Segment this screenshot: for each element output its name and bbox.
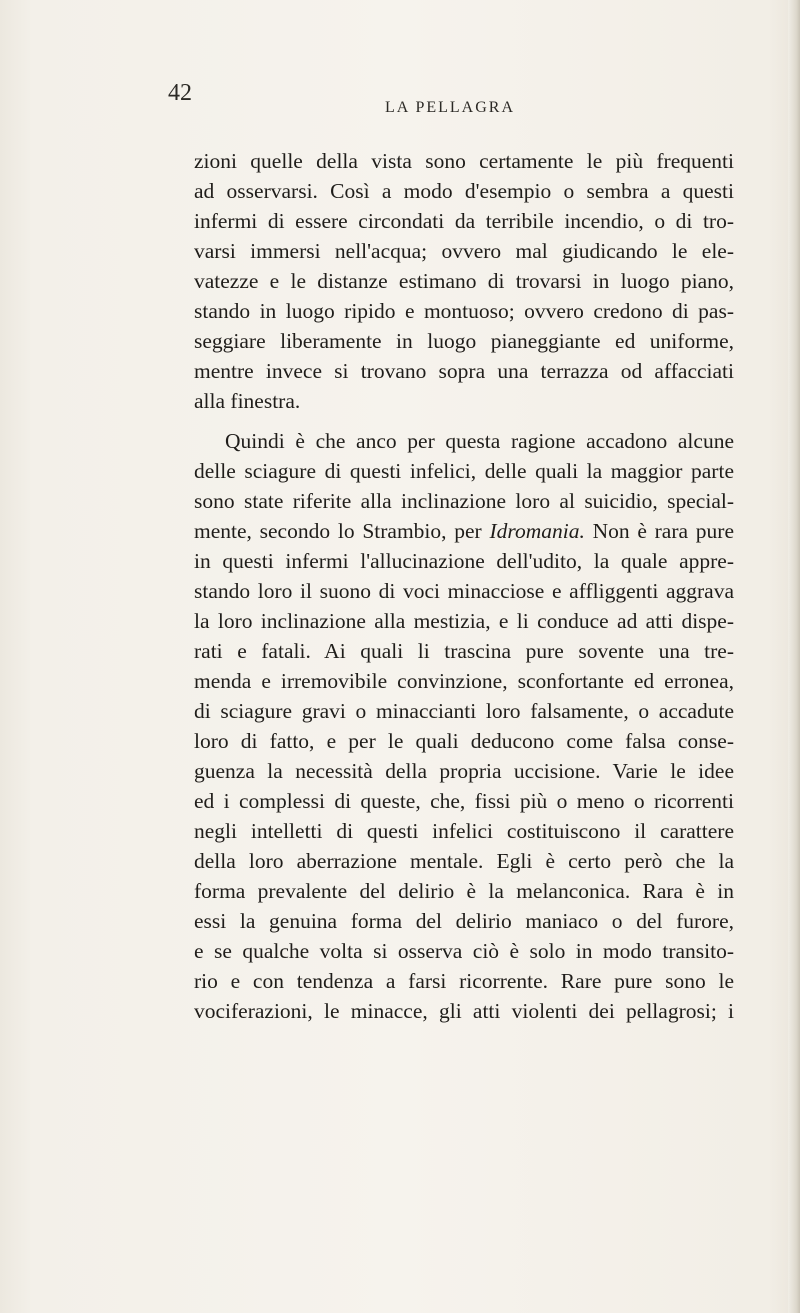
text-line: varsi immersi nell'acqua; ovvero mal giudicando le ele-	[194, 239, 734, 263]
text-line: vociferazioni, le minacce, gli atti violenti dei pellagrosi; i	[194, 999, 734, 1023]
text-span: mente, secondo lo Strambio, per	[194, 519, 482, 543]
text-line: in questi infermi l'allucinazione dell'udito, la quale appre-	[194, 549, 734, 573]
text-line: alla finestra.	[194, 389, 301, 413]
text-line: essi la genuina forma del delirio maniaco o del furore,	[194, 909, 734, 933]
text-line: guenza la necessità della propria uccisione. Varie le idee	[194, 759, 734, 783]
text-line: delle sciagure di questi infelici, delle quali la maggior parte	[194, 459, 734, 483]
text-line: e se qualche volta si osserva ciò è solo in modo transito-	[194, 939, 734, 963]
italic-term: Idromania.	[489, 519, 585, 543]
text-line: forma prevalente del delirio è la melanconica. Rara è in	[194, 879, 734, 903]
text-line: zioni quelle della vista sono certamente le più frequenti	[194, 149, 734, 173]
text-line: di sciagure gravi o minaccianti loro falsamente, o accadute	[194, 699, 734, 723]
text-line: mentre invece si trovano sopra una terrazza od affacciati	[194, 359, 734, 383]
text-line-mixed	[194, 516, 734, 546]
text-line: sono state riferite alla inclinazione loro al suicidio, special-	[194, 489, 734, 513]
text-line: vatezze e le distanze estimano di trovarsi in luogo piano,	[194, 269, 734, 293]
text-line: seggiare liberamente in luogo pianeggiante ed uniforme,	[194, 329, 734, 353]
text-line: ad osservarsi. Così a modo d'esempio o sembra a questi	[194, 179, 734, 203]
page-number: 42	[168, 80, 192, 106]
text-line: della loro aberrazione mentale. Egli è certo però che la	[194, 849, 734, 873]
text-line: loro di fatto, e per le quali deducono come falsa conse-	[194, 729, 734, 753]
text-line: negli intelletti di questi infelici costituiscono il carattere	[194, 819, 734, 843]
text-line: menda e irremovibile convinzione, sconfortante ed erronea,	[194, 669, 734, 693]
text-line: ed i complessi di queste, che, fissi più o meno o ricorrenti	[194, 789, 734, 813]
text-line: la loro inclinazione alla mestizia, e li conduce ad atti dispe-	[194, 609, 734, 633]
text-line: rio e con tendenza a farsi ricorrente. Rare pure sono le	[194, 969, 734, 993]
text-line: rati e fatali. Ai quali li trascina pure sovente una tre-	[194, 639, 734, 663]
text-line: stando loro il suono di voci minacciose e affliggenti aggrava	[194, 579, 734, 603]
text-line: infermi di essere circondati da terribile incendio, o di tro-	[194, 209, 734, 233]
text-span: Non è rara pure	[592, 519, 735, 543]
text-line: stando in luogo ripido e montuoso; ovvero credono di pas-	[194, 299, 734, 323]
running-title: LA PELLAGRA	[385, 99, 515, 116]
text-line: Quindi è che anco per questa ragione accadono alcune	[225, 429, 734, 453]
